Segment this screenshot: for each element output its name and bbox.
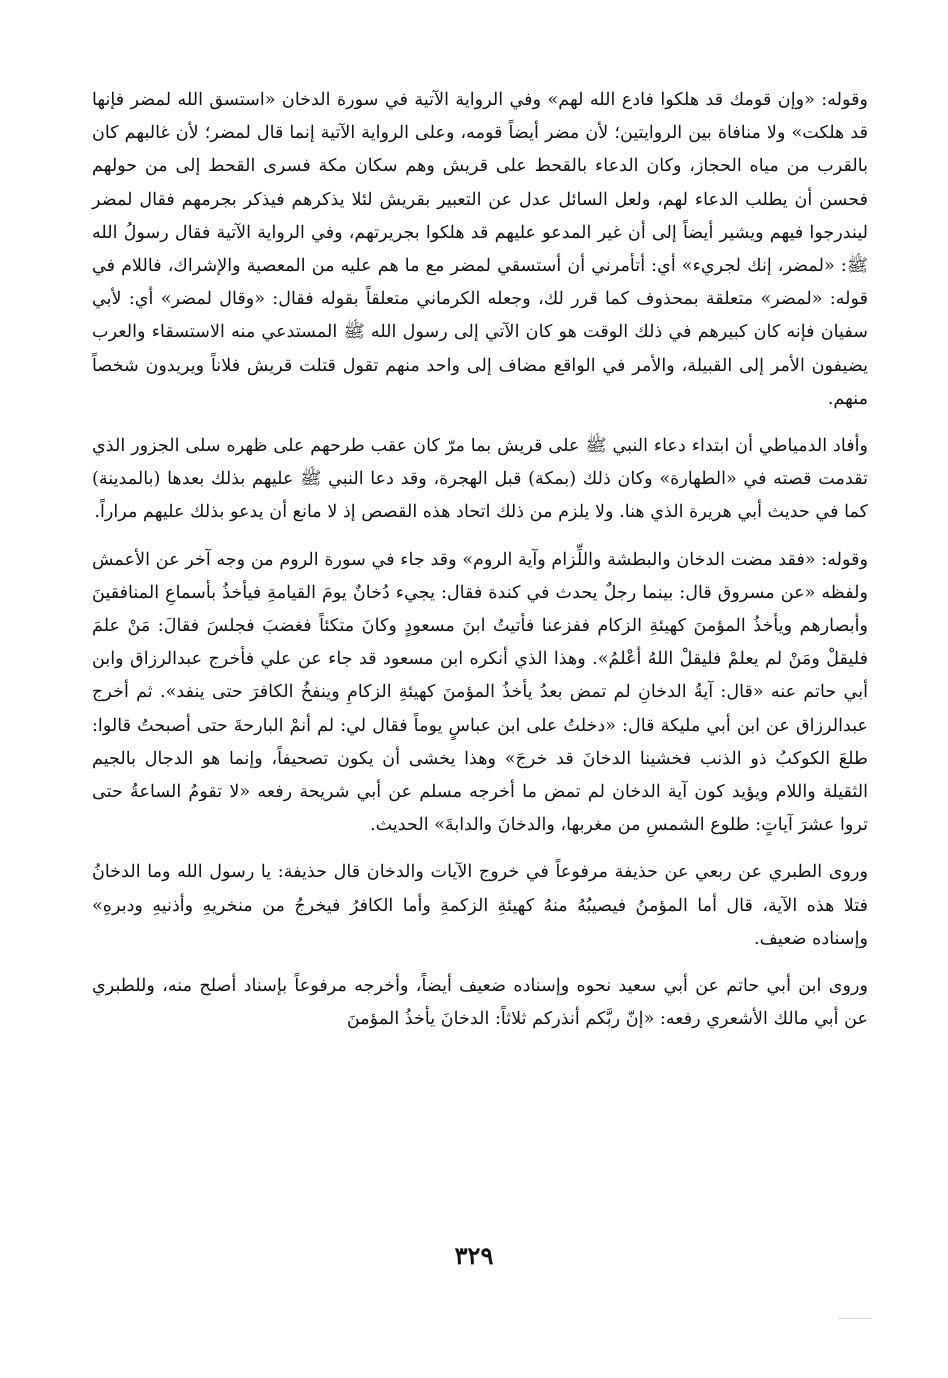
margin-rule (838, 1318, 872, 1319)
page-number: ٣٢٩ (454, 1241, 494, 1270)
body-text (92, 84, 868, 1036)
paragraph-5: وروى ابن أبي حاتم عن أبي سعيد نحوه وإسناده ضعيف أيضاً، وأخرجه مرفوعاً بإسناد أصلح منه، وللطبري عن أبي مالك الأشعري رفعه: «إنّ ربَّكم أنذركم ثلاثاً: الدخانَ يأخذُ المؤمنَ (92, 976, 868, 1030)
paragraph-3: وقوله: «فقد مضت الدخان والبطشة واللِّزام وآية الروم» وقد جاء في سورة الروم من وجه آخر عن الأعمش ولفظه «عن مسروق قال: بينما رجلٌ يحدث في كندة فقال: يجيء دُخانٌ يومَ القيامةِ فيأخذُ بأسماعِ المنافقينَ وأبصارهم ويأخذُ المؤمنَ كهيئةِ الزكام ففزعنا فأتيتُ ابنَ مسعودٍ وكانَ متكئاً فغضبَ فجلسَ فقالَ: مَنْ علمَ فليقلْ ومَنْ لم يعلمْ فليقلْ اللهُ أعْلمُ». وهذا الذي أنكره ابن مسعود قد جاء عن علي فأخرج عبدالرزاق وابن أبي حاتم عنه «قال: آيةُ الدخانِ لم تمض بعدُ يأخذُ المؤمنَ كهيئةِ الزكامِ وينفخُ الكافرَ حتى ينفد». ثم أخرج عبدالرزاق عن ابن أبي مليكة قال: «دخلتُ على ابن عباسٍ يوماً فقال لي: لم أنمْ البارحةَ حتى أصبحتُ قالوا: طلعَ الكوكبُ ذو الذنب فخشينا الدخانَ قد خرجَ» وهذا يخشى أن يكون تصحيفاً، وإنما هو الدجال بالجيم الثقيلة واللام ويؤيد كون آية الدخان لم تمض ما أخرجه مسلم عن أبي شريحة رفعه «لا تقومُ الساعةُ حتى تروا عشرَ آياتٍ: طلوع الشمسِ من مغربها، والدخانَ والدابةَ» الحديث. (92, 549, 868, 836)
paragraph-2: وأفاد الدمياطي أن ابتداء دعاء النبي ﷺ على قريش بما مرّ كان عقب طرحهم على ظهره سلى الجزور الذي تقدمت قصته في «الطهارة» وكان ذلك (بمكة) قبل الهجرة، وقد دعا النبي ﷺ عليهم بذلك بعدها (بالمدينة) كما في حديث أبي هريرة الذي هنا. ولا يلزم من ذلك اتحاد هذه القصص إذ لا مانع أن يدعو بذلك عليهم مراراً. (92, 436, 868, 523)
paragraph-4: وروى الطبري عن ربعي عن حذيفة مرفوعاً في خروج الآيات والدخان قال حذيفة: يا رسول الله وما الدخانُ فتلا هذه الآية، قال أما المؤمنُ فيصيبُهُ منهُ كهيئةِ الزكمةِ وأما الكافرُ فيخرجُ من منخريهِ وأذنيهِ ودبرهِ» وإسناده ضعيف. (92, 862, 868, 949)
paragraph-1: وقوله: «وإن قومك قد هلكوا فادع الله لهم» وفي الرواية الآتية في سورة الدخان «استسق الله لمضر فإنها قد هلكت» ولا منافاة بين الروايتين؛ لأن مضر أيضاً قومه، وعلى الرواية الآتية إنما قال لمضر؛ لأن غالبهم كان بالقرب من مياه الحجاز، وكان الدعاء بالقحط على قريش وهم سكان مكة فسرى القحط إلى من حولهم فحسن أن يطلب الدعاء لهم، ولعل السائل عدل عن التعبير بقريش لئلا يذكرهم فيذكر بجرمهم فقال لمضر ليندرجوا فيهم ويشير أيضاً إلى أن غير المدعو عليهم قد هلكوا بجريرتهم، وفي الرواية الآتية فقال رسولُ الله ﷺ: «لمضر، إنك لجريء» أي: أتأمرني أن أستسقي لمضر مع ما هم عليه من المعصية والإشراك، فاللام في قوله: «لمضر» متعلقة بمحذوف كما قرر لك، وجعله الكرماني متعلقاً بقوله فقال: «وقال لمضر» أي: لأبي سفيان فإنه كان كبيرهم في ذلك الوقت هو كان الآتي إلى رسول الله ﷺ المستدعي منه الاستسقاء والعرب يضيفون الأمر إلى القبيلة، والأمر في الواقع مضاف إلى واحد منهم تقول قتلت قريش فلاناً ويريدون شخصاً منهم. (92, 90, 868, 409)
